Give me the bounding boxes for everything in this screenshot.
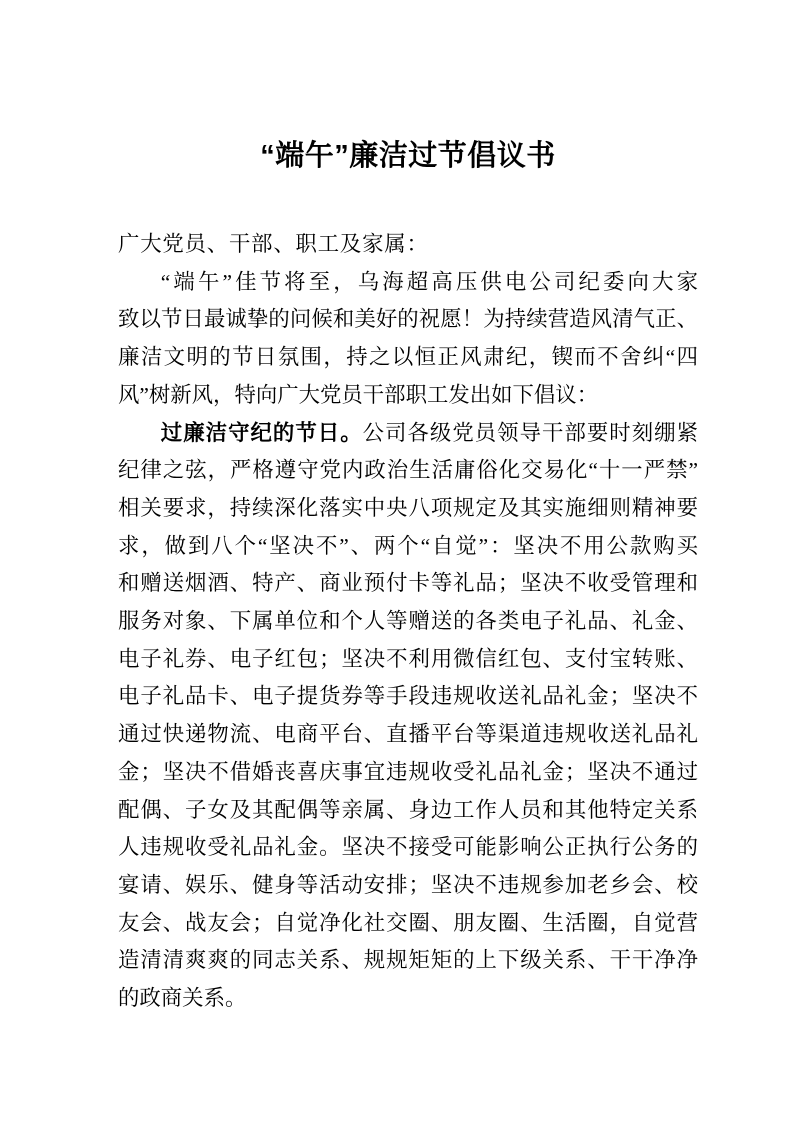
- text-line: 造清清爽爽的同志关系、规规矩矩的上下级关系、干干净净: [118, 948, 698, 973]
- document-body: [118, 226, 698, 1018]
- text-line: 纪律之弦，严格遵守党内政治生活庸俗化交易化“十一严禁”: [118, 458, 698, 483]
- text-line: 宴请、娱乐、健身等活动安排；坚决不违规参加老乡会、校: [118, 872, 698, 897]
- section-heading: 过廉洁守纪的节日。: [160, 420, 363, 445]
- text-line: 的政商关系。: [118, 986, 247, 1011]
- text-line: 求，做到八个“坚决不”、两个“自觉”：坚决不用公款购买: [118, 533, 698, 558]
- text-line: [118, 415, 698, 453]
- salutation-line: 广大党员、干部、职工及家属：: [118, 232, 429, 256]
- text-line: 电子礼券、电子红包；坚决不利用微信红包、支付宝转账、: [118, 646, 698, 671]
- text-line: “端午”佳节将至，乌海超高压供电公司纪委向大家: [160, 269, 698, 294]
- text-line: 相关要求，持续深化落实中央八项规定及其实施细则精神要: [118, 495, 698, 520]
- text-line: 和赠送烟酒、特产、商业预付卡等礼品；坚决不收受管理和: [118, 571, 698, 596]
- text-line: 人违规收受礼品礼金。坚决不接受可能影响公正执行公务的: [118, 835, 698, 860]
- text-line: 金；坚决不借婚丧喜庆事宜违规收受礼品礼金；坚决不通过: [118, 759, 698, 784]
- text-line: 致以节日最诚挚的问候和美好的祝愿！为持续营造风清气正、: [118, 307, 698, 332]
- section-text: 公司各级党员领导干部要时刻绷紧: [362, 420, 698, 445]
- text-line: 服务对象、下属单位和个人等赠送的各类电子礼品、礼金、: [118, 609, 698, 634]
- text-line: 配偶、子女及其配偶等亲属、身边工作人员和其他特定关系: [118, 797, 698, 822]
- text-line: 电子礼品卡、电子提货券等手段违规收送礼品礼金；坚决不: [118, 684, 698, 709]
- text-line: 风”树新风，特向广大党员干部职工发出如下倡议：: [118, 382, 599, 407]
- text-line: 友会、战友会；自觉净化社交圈、朋友圈、生活圈，自觉营: [118, 910, 698, 935]
- text-line: 廉洁文明的节日氛围，持之以恒正风肃纪，锲而不舍纠“四: [118, 345, 698, 370]
- text-line: 通过快递物流、电商平台、直播平台等渠道违规收送礼品礼: [118, 722, 698, 747]
- document-title: “端午”廉洁过节倡议书: [260, 140, 556, 172]
